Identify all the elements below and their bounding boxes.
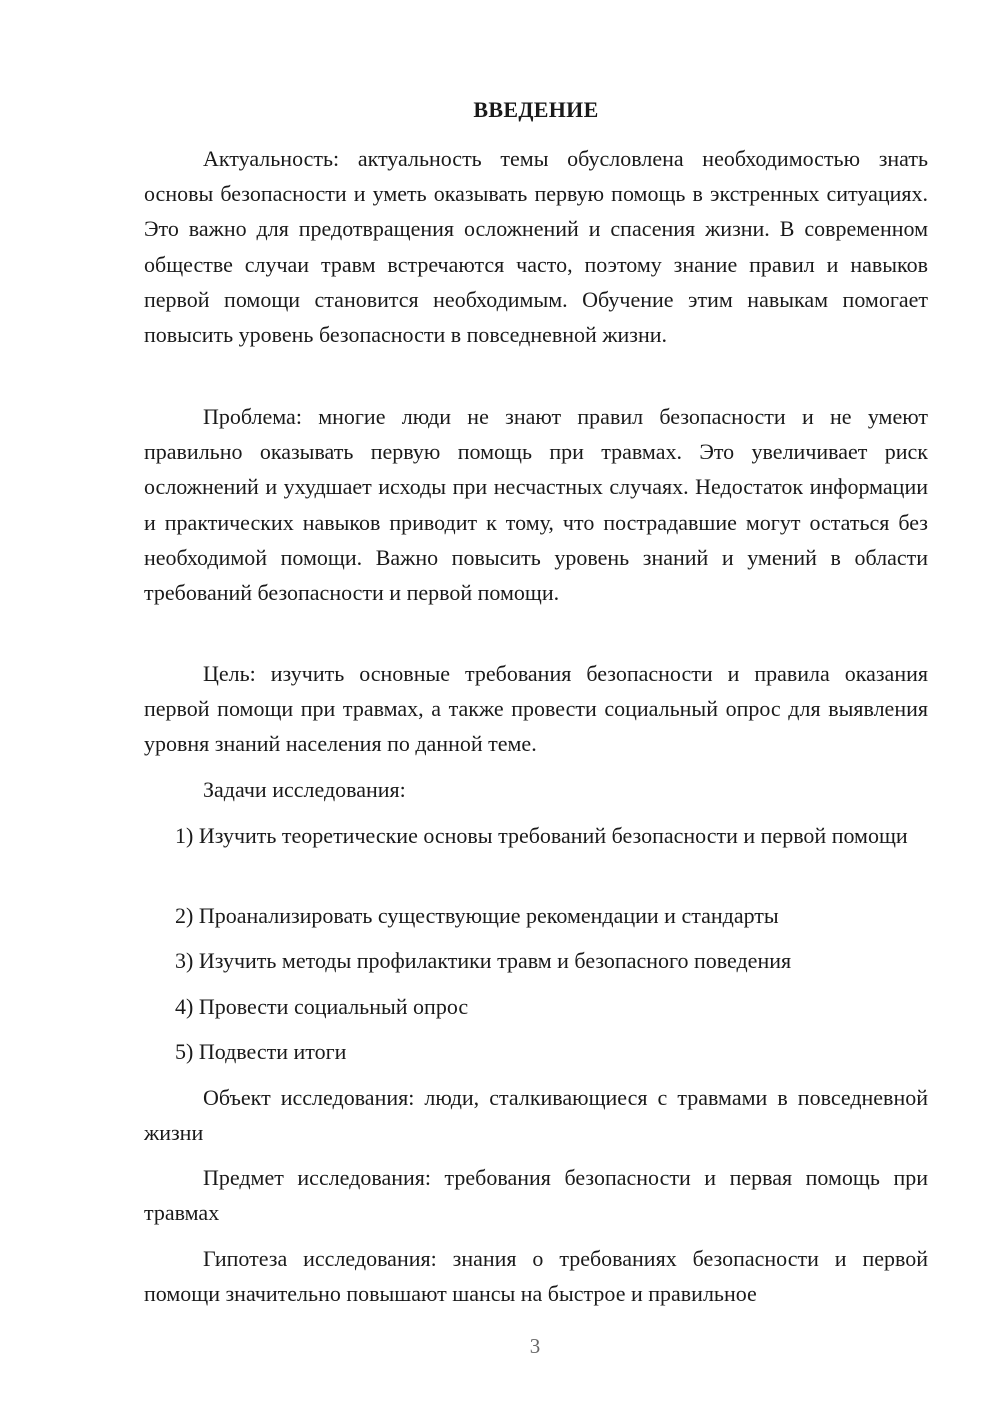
section-title: ВВЕДЕНИЕ (473, 97, 599, 122)
task-item-4: 4) Провести социальный опрос (175, 994, 469, 1019)
goal-paragraph: Цель: изучить основные требования безопасности и правила оказания первой помощи при травмах, а также провести социальный опрос для выявления уровня знаний населения по данной теме. (144, 661, 928, 757)
tasks-heading: Задачи исследования: (203, 777, 406, 802)
task-item-2: 2) Проанализировать существующие рекомендации и стандарты (175, 903, 779, 928)
hypothesis-paragraph: Гипотеза исследования: знания о требованиях безопасности и первой помощи значительно повышают шансы на быстрое и правильное (144, 1246, 928, 1307)
task-item-5: 5) Подвести итоги (175, 1039, 347, 1064)
object-paragraph: Объект исследования: люди, сталкивающиеся с травмами в повседневной жизни (144, 1085, 928, 1146)
subject-paragraph: Предмет исследования: требования безопасности и первая помощь при травмах (144, 1165, 928, 1226)
task-item-1: 1) Изучить теоретические основы требований безопасности и первой помощи (175, 823, 908, 848)
relevance-paragraph: Актуальность: актуальность темы обусловлена необходимостью знать основы безопасности и уметь оказывать первую помощь в экстренных ситуациях. Это важно для предотвращения осложнений и спасения жизни. В современном обществе случаи травм встречаются часто, поэтому знание правил и навыков первой помощи становится необходимым. Обучение этим навыкам помогает повысить уровень безопасности в повседневной жизни. (144, 146, 928, 348)
task-item-3: 3) Изучить методы профилактики травм и безопасного поведения (175, 948, 792, 973)
page-number: 3 (529, 1334, 541, 1358)
problem-paragraph: Проблема: многие люди не знают правил безопасности и не умеют правильно оказывать первую помощь при травмах. Это увеличивает риск осложнений и ухудшает исходы при несчастных случаях. Недостаток информации и практических навыков приводит к тому, что пострадавшие могут остаться без необходимой помощи. Важно повысить уровень знаний и умений в области требований безопасности и первой помощи. (144, 404, 928, 606)
